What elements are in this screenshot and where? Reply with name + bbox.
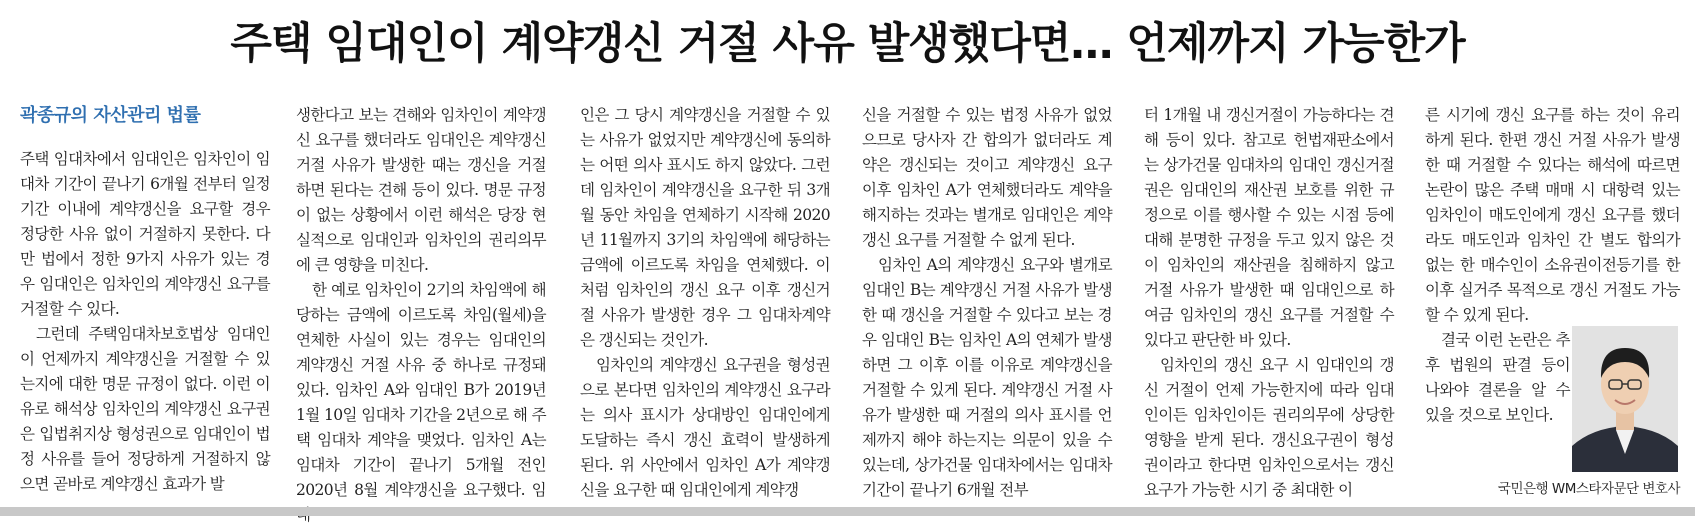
article-paragraph: 임차인 A의 계약갱신 요구와 별개로 임대인 B는 계약갱신 거절 사유가 발생한 때 갱신을 거절할 수 있다고 보는 경우 임대인 B는 임차인 A의 연체가 발생하면 그 이후 이를 이유로 계약갱신을 거절할 수 있게 된다. 계약갱신 거절 사유가 발생한 때 거절의 의사 표시를 언제까지 해야 하는지는 의문이 있을 수 있는데, 상가건물 임대차에서는 임대차 기간이 끝나기 6개월 전부 <box>862 256 1112 499</box>
author-portrait-icon <box>1572 326 1678 472</box>
article-column-4 <box>862 103 1112 503</box>
article-paragraph: 그런데 주택임대차보호법상 임대인이 언제까지 계약갱신을 거절할 수 있는지에 대한 명문 규정이 없다. 이런 이유로 해석상 임차인의 계약갱신 요구권은 입법취지상 형성권으로 임대인이 법정 사유를 들어 정당하게 거절하지 않으면 곧바로 계약갱신 효과가 발 <box>20 325 270 493</box>
headline: 주택 임대인이 계약갱신 거절 사유 발생했다면… 언제까지 가능한가 <box>230 19 1465 69</box>
article-paragraph: 임차인의 갱신 요구 시 임대인의 갱신 거절이 언제 가능한지에 따라 임대인이든 임차인이든 권리의무에 상당한 영향을 받게 된다. 갱신요구권이 형성권이라고 한다면 임차인으로서는 갱신 요구가 가능한 시기 중 최대한 이 <box>1144 356 1394 499</box>
article-paragraph: 한 예로 임차인이 2기의 차임액에 해당하는 금액에 이르도록 차임(월세)을 연체한 사실이 있는 경우는 임대인의 계약갱신 거절 사유 중 하나로 규정돼 있다. 임차인 A와 임대인 B가 2019년 1월 10일 임대차 기간을 2년으로 해 주택 임대차 계약을 맺었다. 임차인 A는 임대차 기간이 끝나기 5개월 전인 2020년 8월 계약갱신을 요구했다. 임 <box>296 281 546 499</box>
article-paragraph: 임차인의 계약갱신 요구권을 형성권으로 본다면 임차인의 계약갱신 요구라는 의사 표시가 상대방인 임대인에게 도달하는 즉시 갱신 효력이 발생하게 된다. 위 사안에서 임차인 A가 계약갱신을 요구한 때 임대인에게 계약갱 <box>580 356 830 499</box>
article-column-3 <box>580 103 830 503</box>
article-paragraph: 결국 이런 논란은 추후 법원의 판결 등이 나와야 결론을 알 수 있을 것으로 보인다. <box>1425 331 1570 424</box>
article-paragraph: 주택 임대차에서 임대인은 임차인이 임대차 기간이 끝나기 6개월 전부터 일정 기간 이내에 계약갱신을 요구할 경우 정당한 사유 없이 거절하지 못한다. 다만 법에서 정한 9가지 사유가 있는 경우 임대인은 임차인의 계약갱신 요구를 거절할 수 있다. <box>20 150 270 318</box>
article-column-5 <box>1144 103 1394 503</box>
article-paragraph: 른 시기에 갱신 요구를 하는 것이 유리하게 된다. 한편 갱신 거절 사유가 발생한 때 거절할 수 있다는 해석에 따르면 논란이 많은 주택 매매 시 대항력 있는 임차인이 매도인에게 갱신 요구를 했더라도 매도인과 임차인 간 별도 합의가 없는 한 매수인이 소유권이전등기를 한 이후 실거주 목적으로 갱신 거절도 가능할 수 있게 된다. <box>1425 106 1680 324</box>
article-paragraph: 인은 그 당시 계약갱신을 거절할 수 있는 사유가 없었지만 계약갱신에 동의하는 어떤 의사 표시도 하지 않았다. 그런데 임차인이 계약갱신을 요구한 뒤 3개월 동안 차임을 연체하기 시작해 2020년 11월까지 3기의 차임액에 해당하는 금액에 이르도록 차임을 연체했다. 이처럼 임차인의 갱신 요구 이후 갱신거절 사유가 발생한 경우 그 임대차계약은 갱신되는 것인가. <box>580 106 830 349</box>
article-paragraph: 신을 거절할 수 있는 법정 사유가 없었으므로 당사자 간 합의가 없더라도 계약은 갱신되는 것이고 계약갱신 요구 이후 임차인 A가 연체했더라도 계약을 해지하는 것과는 별개로 임대인은 계약갱신 요구를 거절할 수 없게 된다. <box>862 106 1112 249</box>
article-paragraph: 터 1개월 내 갱신거절이 가능하다는 견해 등이 있다. 참고로 헌법재판소에서는 상가건물 임대차의 임대인 갱신거절권은 임대인의 재산권 보호를 위한 규정으로 이를 행사할 수 있는 시점 등에 대해 분명한 규정을 두고 있지 않은 것이 임차인의 재산권을 침해하지 않고 거절 사유가 발생한 때 임대인으로 하여금 임차인의 갱신 요구를 거절할 수 있다고 판단한 바 있다. <box>1144 106 1394 349</box>
column-byline: 곽종규의 자산관리 법률 <box>20 105 201 126</box>
article-paragraph: 생한다고 보는 견해와 임차인이 계약갱신 요구를 했더라도 임대인은 계약갱신 거절 사유가 발생한 때는 갱신을 거절하면 된다는 견해 등이 있다. 명문 규정이 없는 상황에서 이런 해석은 당장 현실적으로 임대인과 임차인의 권리의무에 큰 영향을 미친다. <box>296 106 546 274</box>
bottom-divider <box>0 507 1695 516</box>
author-photo <box>1572 326 1678 472</box>
article-column-2 <box>296 103 546 528</box>
article-column-1 <box>20 103 270 497</box>
photo-caption: 국민은행 WM스타자문단 변호사 <box>1497 481 1680 497</box>
